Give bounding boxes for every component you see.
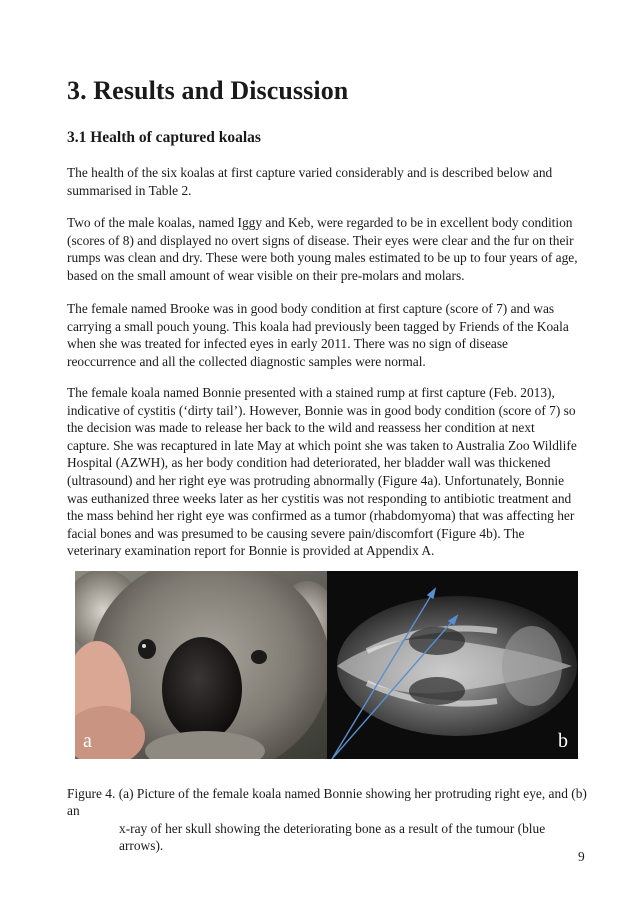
figure-4: [75, 571, 578, 759]
figure-caption: [67, 785, 587, 855]
skull-xray: [327, 571, 578, 759]
caption-line-2: x-ray of her skull showing the deteriorating bone as a result of the tumour (blue arrows).: [119, 820, 546, 854]
page-number: 9: [578, 849, 585, 864]
panel-label-b: b: [558, 730, 568, 752]
panel-label-a: a: [83, 730, 92, 752]
paragraph-brooke: The female named Brooke was in good body condition at first capture (score of 7) and was carrying a small pouch young. This koala had previously been tagged by Friends of the Koala when she was treated for infected eyes in early 2011. There was no sign of disease reoccurrence and all the collected diagnostic samples were normal.: [67, 301, 569, 369]
subsection-title: 3.1 Health of captured koalas: [67, 129, 261, 146]
section-title: 3. Results and Discussion: [67, 76, 349, 105]
paragraph-iggy-keb: Two of the male koalas, named Iggy and Keb, were regarded to be in excellent body condition (scores of 8) and displayed no overt signs of disease. Their eyes were clear and the fur on their rumps was clean and dry. These were both young males estimated to be up to four years of age, based on the small amount of wear visible on their pre-molars and molars.: [67, 215, 578, 283]
koala-photo: [75, 571, 327, 759]
paragraph-bonnie: The female koala named Bonnie presented with a stained rump at first capture (Feb. 2013), indicative of cystitis (‘dirty tail’). However, Bonnie was in good body condition (score of 7) so the decision was made to release her back to the wild and reassess her condition at next capture. She was recaptured in late May at which point she was taken to Australia Zoo Wildlife Hospital (AZWH), as her body condition had deteriorated, her bladder wall was thickened (ultrasound) and her right eye was protruding abnormally (Figure 4a). Unfortunately, Bonnie was euthanized three weeks later as her cystitis was not responding to antibiotic treatment and the mass behind her right eye was confirmed as a tumor (rhabdomyoma) that was affecting her facial bones and was presumed to be causing severe pain/discomfort (Figure 4b). The veterinary examination report for Bonnie is provided at Appendix A.: [67, 385, 577, 559]
paragraph-intro: The health of the six koalas at first capture varied considerably and is described below and summarised in Table 2.: [67, 165, 553, 198]
caption-line-1: Figure 4. (a) Picture of the female koala named Bonnie showing her protruding right eye, and (b) an: [67, 786, 587, 819]
